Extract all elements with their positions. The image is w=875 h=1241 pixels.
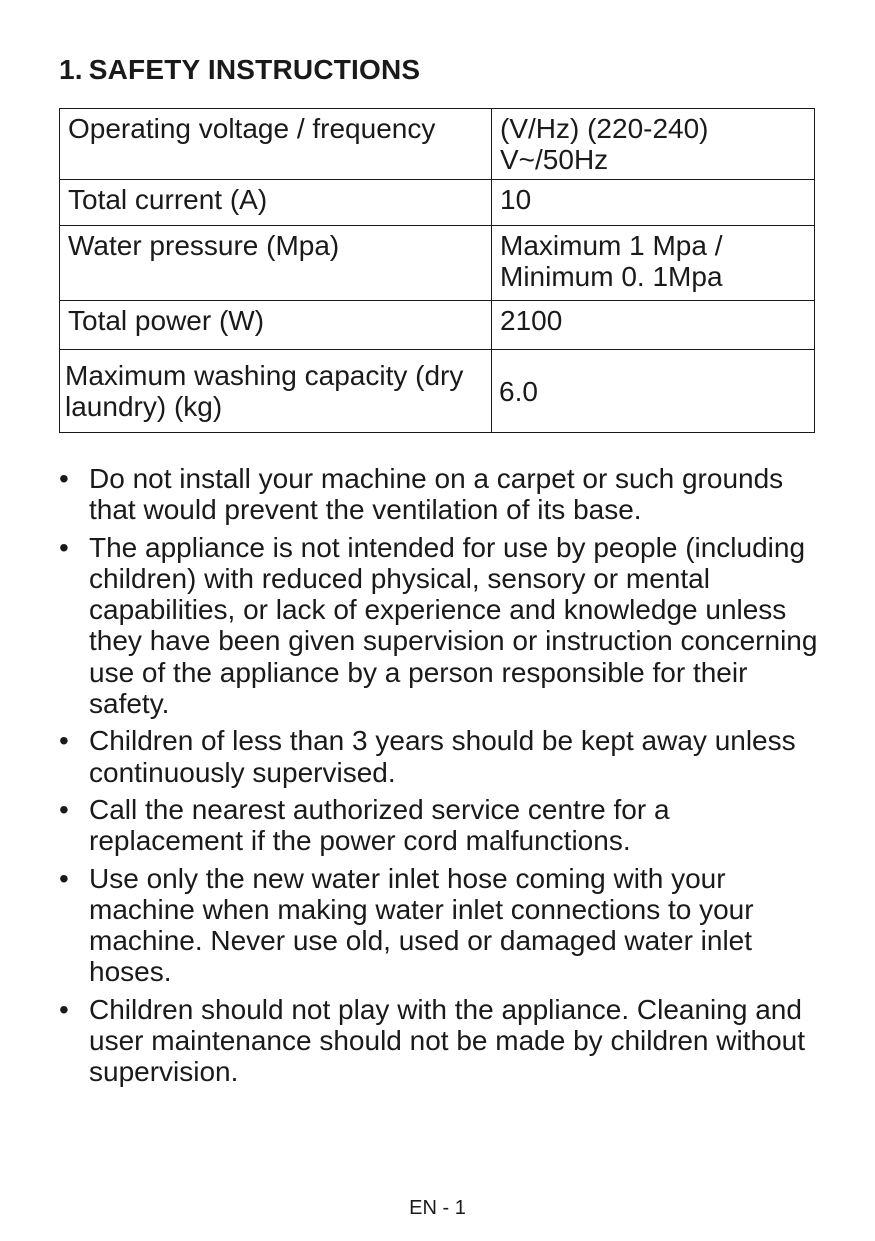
list-item (59, 863, 829, 988)
spec-label: Operating voltage / frequency (60, 109, 492, 180)
bullet-icon: • (59, 793, 69, 825)
table-row (60, 226, 815, 301)
table-row (60, 180, 815, 226)
safety-instructions-list (59, 463, 829, 1094)
bullet-icon: • (59, 862, 69, 894)
table-row (60, 301, 815, 350)
instruction-text: Use only the new water inlet hose coming with your machine when making water inlet connections to your machine. Never use old, used or damaged water inlet hoses. (89, 862, 754, 988)
bullet-icon: • (59, 725, 69, 757)
list-item (59, 463, 829, 526)
list-item (59, 532, 829, 720)
spec-value: 10 (492, 180, 815, 226)
spec-value: 6.0 (492, 350, 815, 433)
list-item (59, 725, 829, 788)
instruction-text: Children should not play with the appliance. Cleaning and user maintenance should not be made by children without supervision. (89, 993, 805, 1088)
table-row (60, 109, 815, 180)
section-title: SAFETY INSTRUCTIONS (88, 54, 421, 85)
spec-value: 2100 (492, 301, 815, 350)
list-item (59, 794, 829, 857)
bullet-icon: • (59, 993, 69, 1025)
spec-value: (V/Hz) (220-240) V~/50Hz (492, 109, 815, 180)
instruction-text: Call the nearest authorized service centre for a replacement if the power cord malfunctions. (89, 793, 670, 857)
spec-label: Water pressure (Mpa) (60, 226, 492, 301)
spec-value: Maximum 1 Mpa / Minimum 0. 1Mpa (492, 226, 815, 301)
table-row (60, 350, 815, 433)
page-number: EN - 1 (409, 1197, 466, 1219)
spec-label: Maximum washing capacity (dry laundry) (kg) (60, 350, 492, 433)
spec-label: Total current (A) (60, 180, 492, 226)
instruction-text: The appliance is not intended for use by people (including children) with reduced physical, sensory or mental capabilities, or lack of experience and knowledge unless they have been given supervision or instruction concerning use of the appliance by a person responsible for their safety. (89, 531, 818, 720)
section-number: 1. (59, 54, 83, 85)
instruction-text: Children of less than 3 years should be kept away unless continuously supervised. (89, 725, 796, 788)
list-item (59, 994, 829, 1088)
spec-label: Total power (W) (60, 301, 492, 350)
instruction-text: Do not install your machine on a carpet or such grounds that would prevent the ventilation of its base. (89, 463, 784, 526)
specifications-table (59, 108, 815, 433)
bullet-icon: • (59, 463, 69, 494)
section-heading (59, 53, 420, 87)
bullet-icon: • (59, 531, 69, 563)
